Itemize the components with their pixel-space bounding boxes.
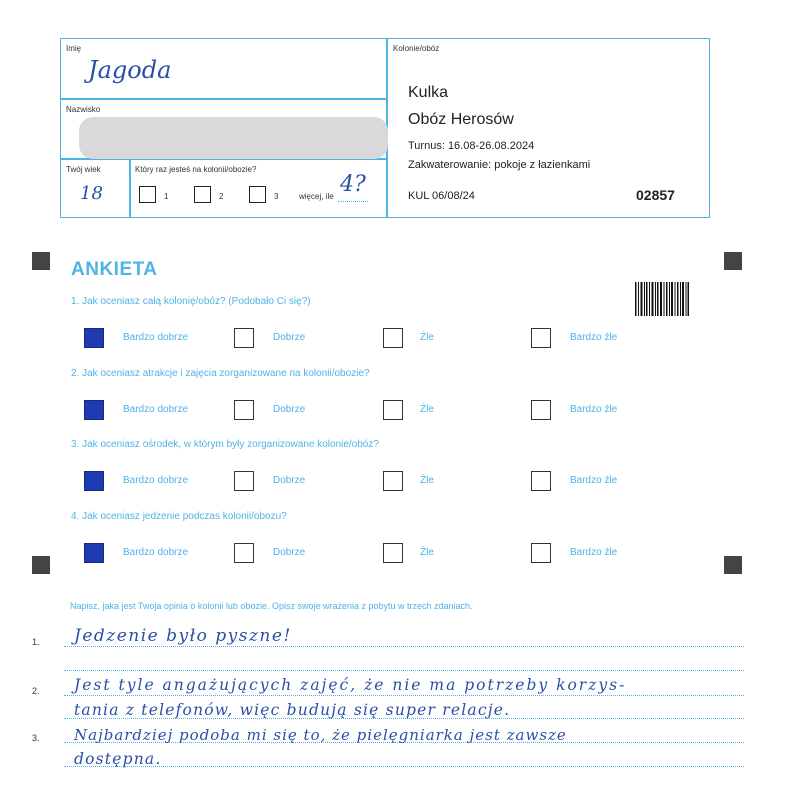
header-divider-name xyxy=(61,98,386,100)
header-divider-age xyxy=(129,158,131,217)
q4-option-zle: Źle xyxy=(420,547,434,558)
q3-option-bardzo-dobrze: Bardzo dobrze xyxy=(123,475,189,486)
q2-checkbox-dobrze[interactable] xyxy=(234,400,254,420)
camp-code: KUL 06/08/24 xyxy=(408,190,475,202)
answer-1[interactable]: Jedzenie było pyszne! xyxy=(74,626,292,646)
question-1: 1. Jak oceniasz całą kolonię/obóz? (Podobało Ci się?) xyxy=(71,296,311,307)
times-checkbox-1[interactable] xyxy=(139,186,156,203)
q4-checkbox-dobrze[interactable] xyxy=(234,543,254,563)
registration-marker-bottom-right xyxy=(724,556,742,574)
line-number-2: 2. xyxy=(32,686,40,696)
opinion-prompt: Napisz, jaka jest Twoja opinia o kolonii lub obozie. Opisz swoje wrażenia z pobytu w trzech zdaniach. xyxy=(70,601,473,611)
q4-option-dobrze: Dobrze xyxy=(273,547,306,558)
name-label: Imię xyxy=(66,44,82,53)
times-checkbox-3[interactable] xyxy=(249,186,266,203)
q2-checkbox-bardzo-zle[interactable] xyxy=(531,400,551,420)
registration-marker-bottom-left xyxy=(32,556,50,574)
survey-title: ANKIETA xyxy=(71,259,158,280)
line-number-1: 1. xyxy=(32,637,40,647)
q3-option-dobrze: Dobrze xyxy=(273,475,306,486)
q3-checkbox-dobrze[interactable] xyxy=(234,471,254,491)
answer-line-1 xyxy=(64,646,744,647)
q1-option-bardzo-zle: Bardzo źle xyxy=(570,332,618,343)
q2-option-zle: Źle xyxy=(420,404,434,415)
line-number-3: 3. xyxy=(32,733,40,743)
q1-checkbox-bardzo-zle[interactable] xyxy=(531,328,551,348)
more-underline xyxy=(338,201,368,202)
age-label: Twój wiek xyxy=(66,165,101,174)
q3-option-zle: Źle xyxy=(420,475,434,486)
q2-option-bardzo-zle: Bardzo źle xyxy=(570,404,618,415)
q2-checkbox-bardzo-dobrze[interactable] xyxy=(84,400,104,420)
q2-option-dobrze: Dobrze xyxy=(273,404,306,415)
q1-checkbox-dobrze[interactable] xyxy=(234,328,254,348)
times-option-1: 1 xyxy=(164,192,169,201)
registration-marker-top-left xyxy=(32,252,50,270)
accommodation: Zakwaterowanie: pokoje z łazienkami xyxy=(408,159,591,171)
q4-option-bardzo-zle: Bardzo źle xyxy=(570,547,618,558)
camp-name: Kulka xyxy=(408,84,449,101)
q3-checkbox-bardzo-dobrze[interactable] xyxy=(84,471,104,491)
times-option-2: 2 xyxy=(219,192,224,201)
q3-checkbox-zle[interactable] xyxy=(383,471,403,491)
q2-checkbox-zle[interactable] xyxy=(383,400,403,420)
q1-checkbox-zle[interactable] xyxy=(383,328,403,348)
question-2: 2. Jak oceniasz atrakcje i zajęcia zorganizowane na kolonii/obozie? xyxy=(71,368,370,379)
answer-line-2 xyxy=(64,695,744,696)
answer-line-3b xyxy=(64,766,744,767)
answer-2-line-2[interactable]: tania z telefonów, więc budują się super relacje. xyxy=(74,701,511,719)
more-label: więcej, ile xyxy=(299,192,334,201)
times-option-3: 3 xyxy=(274,192,279,201)
q4-checkbox-bardzo-dobrze[interactable] xyxy=(84,543,104,563)
q1-option-zle: Źle xyxy=(420,332,434,343)
answer-2-line-1[interactable]: Jest tyle angażujących zajęć, że nie ma potrzeby korzys- xyxy=(74,676,627,694)
answer-line-1b xyxy=(64,670,744,671)
q4-checkbox-zle[interactable] xyxy=(383,543,403,563)
q1-option-dobrze: Dobrze xyxy=(273,332,306,343)
question-3: 3. Jak oceniasz ośrodek, w którym były zorganizowane kolonie/obóz? xyxy=(71,439,379,450)
answer-3-line-1[interactable]: Najbardziej podoba mi się to, że pielęgniarka jest zawsze xyxy=(74,726,567,744)
camp-subtitle: Obóz Herosów xyxy=(408,111,514,128)
q2-option-bardzo-dobrze: Bardzo dobrze xyxy=(123,404,189,415)
surname-redacted[interactable] xyxy=(79,117,388,159)
registration-marker-top-right xyxy=(724,252,742,270)
question-4: 4. Jak oceniasz jedzenie podczas kolonii/obozu? xyxy=(71,511,287,522)
barcode-icon xyxy=(635,282,689,316)
q1-checkbox-bardzo-dobrze[interactable] xyxy=(84,328,104,348)
q4-option-bardzo-dobrze: Bardzo dobrze xyxy=(123,547,189,558)
times-checkbox-2[interactable] xyxy=(194,186,211,203)
q1-option-bardzo-dobrze: Bardzo dobrze xyxy=(123,332,189,343)
q3-option-bardzo-zle: Bardzo źle xyxy=(570,475,618,486)
age-value[interactable]: 18 xyxy=(80,183,103,204)
answer-3-line-2[interactable]: dostępna. xyxy=(74,750,162,768)
more-value[interactable]: 4? xyxy=(340,172,366,197)
q4-checkbox-bardzo-zle[interactable] xyxy=(531,543,551,563)
camp-label: Kolonie/obóz xyxy=(393,44,440,53)
times-label: Który raz jesteś na kolonii/obozie? xyxy=(135,165,257,174)
turnus: Turnus: 16.08-26.08.2024 xyxy=(408,140,535,152)
name-value[interactable]: Jagoda xyxy=(88,56,172,84)
form-number: 02857 xyxy=(636,187,675,203)
q3-checkbox-bardzo-zle[interactable] xyxy=(531,471,551,491)
surname-label: Nazwisko xyxy=(66,105,101,114)
